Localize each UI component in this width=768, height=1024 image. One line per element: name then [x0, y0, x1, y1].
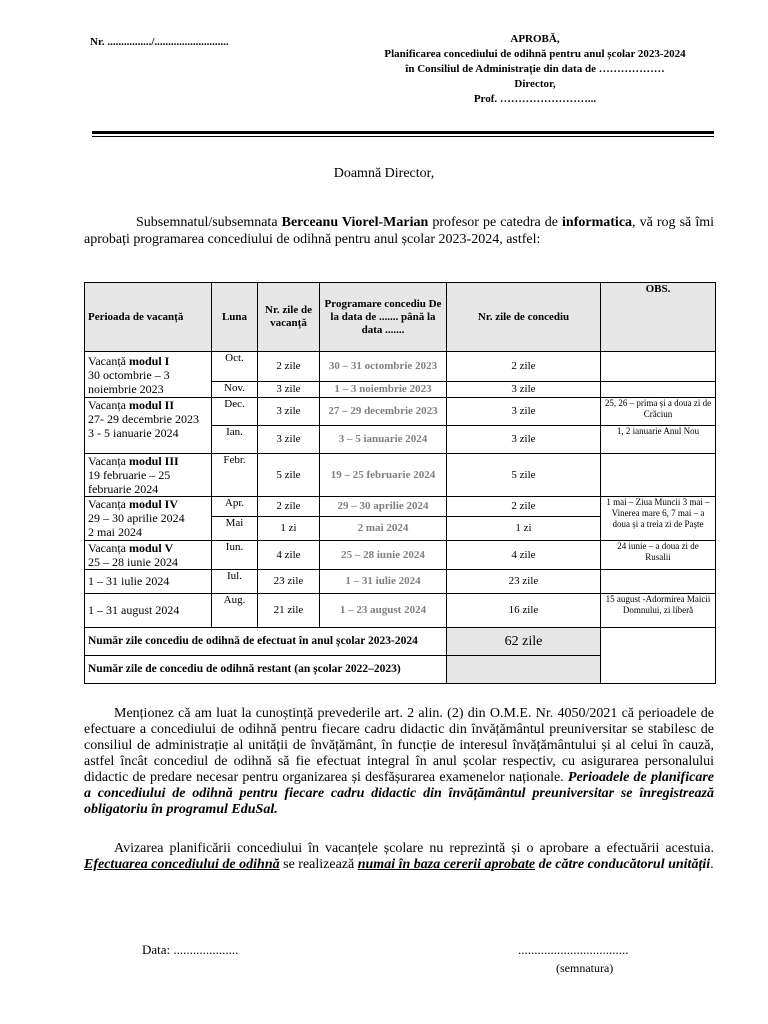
days-cell: 23 zile [258, 570, 320, 594]
period-cell [85, 454, 212, 497]
month-cell: Nov. [212, 382, 258, 398]
schedule-cell: 1 – 3 noiembrie 2023 [320, 382, 447, 398]
month-cell: Febr. [212, 454, 258, 497]
total-label: Număr zile concediu de odihnă de efectuat în anul școlar 2023-2024 [85, 628, 447, 656]
subject-name: informatica [562, 215, 633, 230]
regulation-emphasis: Perioadele de planificare a concediului de odihnă pentru fiecare cadru didactic din învățământul preuniversitar se înregistrează obligatoriu în programul EduSal. [84, 770, 714, 817]
intro-paragraph [84, 214, 714, 248]
approval-line: Planificarea concediului de odihnă pentru anul școlar 2023-2024 [384, 48, 686, 60]
salutation: Doamnă Director, [333, 166, 435, 181]
period-dates: 25 – 28 iunie 2024 [88, 555, 178, 569]
schedule-cell: 1 – 23 august 2024 [320, 594, 447, 628]
approval-prof: Prof. ……………………... [473, 93, 597, 105]
leave-cell: 3 zile [447, 398, 601, 426]
month-cell: Aug. [212, 594, 258, 628]
period-dates: 3 - 5 ianuarie 2024 [88, 426, 179, 440]
intro-mid: profesor pe catedra de [428, 215, 563, 230]
document-number: Nr. ................/........................... [90, 36, 229, 48]
header-divider-thin [92, 136, 714, 137]
period-dates: 27- 29 decembrie 2023 [88, 412, 199, 426]
teacher-name: Berceanu Viorel-Marian [281, 215, 429, 230]
header-schedule: Programare concediu De la data de ....... până la data ....... [320, 283, 447, 352]
approval-note-paragraph [84, 841, 714, 873]
days-cell: 3 zile [258, 398, 320, 426]
schedule-cell: 2 mai 2024 [320, 517, 447, 541]
regulation-paragraph [84, 706, 714, 818]
period-dates: 2 mai 2024 [88, 525, 142, 539]
header-month: Luna [212, 283, 258, 352]
header-divider-thick [92, 131, 714, 134]
obs-cell [601, 352, 716, 382]
leave-cell: 5 zile [447, 454, 601, 497]
month-cell: Iun. [212, 541, 258, 570]
restant-value [447, 656, 601, 684]
obs-cell [601, 570, 716, 594]
period-cell [85, 541, 212, 570]
days-cell: 5 zile [258, 454, 320, 497]
leave-cell: 2 zile [447, 352, 601, 382]
period-prefix: Vacanță [88, 353, 129, 368]
header-days-leave: Nr. zile de concediu [447, 283, 601, 352]
month-cell: Mai [212, 517, 258, 541]
obs-cell: 15 august -Adormirea Maicii Domnului, zi liberă [601, 594, 716, 628]
period-module: modul I [128, 353, 170, 368]
month-cell: Oct. [212, 352, 258, 382]
month-cell: Iul. [212, 570, 258, 594]
schedule-cell: 27 – 29 decembrie 2023 [320, 398, 447, 426]
schedule-cell: 1 – 31 iulie 2024 [320, 570, 447, 594]
obs-cell: 25, 26 – prima și a doua zi de Crăciun [601, 398, 716, 426]
intro-rest: , vă rog să îmi aprobați programarea concediului de odihnă pentru anul școlar 2023-2024, astfel: [84, 215, 714, 247]
period-dates: 30 octombrie – 3 noiembrie 2023 [88, 367, 170, 396]
leave-cell: 4 zile [447, 541, 601, 570]
obs-cell: 1, 2 ianuarie Anul Nou [601, 426, 716, 454]
total-value: 62 zile [447, 628, 601, 656]
period-cell [85, 398, 212, 454]
days-cell: 2 zile [258, 352, 320, 382]
header-days-vacation: Nr. zile de vacanță [258, 283, 320, 352]
note-dot: . [710, 857, 714, 872]
days-cell: 21 zile [258, 594, 320, 628]
intro-prefix: Subsemnatul/subsemnata [136, 215, 282, 230]
schedule-cell: 3 – 5 ianuarie 2024 [320, 426, 447, 454]
header-obs: OBS. [601, 283, 716, 352]
table-row [85, 454, 716, 497]
note-emphasis-1: Efectuarea concediului de odihnă [84, 857, 280, 872]
signature-label: (semnatura) [556, 961, 614, 975]
table-row [85, 541, 716, 570]
period-cell [85, 352, 212, 398]
approval-line: în Consiliul de Administrație din data de ……………… [405, 63, 665, 75]
table-row [85, 570, 716, 594]
leave-cell: 2 zile [447, 497, 601, 517]
approval-title: APROBĂ, [510, 33, 560, 45]
period-prefix: Vacanța [88, 497, 129, 511]
restant-label: Număr zile de concediu de odihnă restant (an școlar 2022–2023) [85, 656, 447, 684]
obs-cell: 1 mai – Ziua Muncii 3 mai – Vinerea mare 6, 7 mai – a doua și a treia zi de Paște [601, 497, 716, 541]
period-cell [85, 497, 212, 541]
period-prefix: Vacanța [88, 454, 129, 468]
month-cell: Apr. [212, 497, 258, 517]
days-cell: 3 zile [258, 382, 320, 398]
note-end: de către conducătorul unității [535, 857, 711, 872]
days-cell: 1 zi [258, 517, 320, 541]
days-cell: 3 zile [258, 426, 320, 454]
table-row [85, 594, 716, 628]
period-module: modul II [128, 398, 175, 412]
approval-director: Director, [514, 78, 556, 90]
table-row [85, 352, 716, 382]
period-dates: 19 februarie – 25 februarie 2024 [88, 468, 171, 496]
period-cell: 1 – 31 iulie 2024 [85, 570, 212, 594]
period-module: modul V [128, 541, 174, 555]
leave-cell: 1 zi [447, 517, 601, 541]
obs-cell [601, 454, 716, 497]
approval-block [300, 32, 768, 107]
table-row [85, 398, 716, 426]
total-row [85, 628, 716, 656]
obs-cell: 24 iunie – a doua zi de Rusalii [601, 541, 716, 570]
note-emphasis-2: numai în baza cererii aprobate [357, 857, 536, 872]
leave-cell: 23 zile [447, 570, 601, 594]
schedule-cell: 19 – 25 februarie 2024 [320, 454, 447, 497]
leave-cell: 3 zile [447, 426, 601, 454]
date-field: Data: .................... [142, 942, 239, 957]
leave-cell: 16 zile [447, 594, 601, 628]
month-cell: Ian. [212, 426, 258, 454]
leave-cell: 3 zile [447, 382, 601, 398]
regulation-text: Menționez că am luat la cunoștință prevederile art. 2 alin. (2) din O.M.E. Nr. 4050/2021 că perioadele de efectuare a concediului de odihnă pentru fiecare cadru didactic din învățământul preuniversitar se stabilesc de consiliul de administrație al unității de învățământ, în funcție de interesul învățământului și al celui în cauză, astfel încât concediul de odihnă să fie efectuat integral în anul școlar respectiv, cu asigurarea personalului didactic de predare necesar pentru organizarea și desfășurarea examenelor naționale. [84, 706, 714, 785]
days-cell: 2 zile [258, 497, 320, 517]
days-cell: 4 zile [258, 541, 320, 570]
signature-line: .................................. [518, 942, 629, 957]
period-module: modul III [128, 454, 179, 468]
period-cell: 1 – 31 august 2024 [85, 594, 212, 628]
month-cell: Dec. [212, 398, 258, 426]
schedule-cell: 29 – 30 aprilie 2024 [320, 497, 447, 517]
note-text: Avizarea planificării concediului în vacanțele școlare nu reprezintă și o aprobare a efectuării acestuia. [114, 841, 714, 856]
period-module: modul IV [128, 497, 178, 511]
table-header-row [85, 283, 716, 352]
note-mid: se realizează [279, 857, 358, 872]
obs-cell [601, 382, 716, 398]
header-period: Perioada de vacanță [85, 283, 212, 352]
vacation-table [84, 282, 716, 684]
schedule-cell: 30 – 31 octombrie 2023 [320, 352, 447, 382]
period-prefix: Vacanța [88, 398, 129, 412]
obs-cell [601, 628, 716, 684]
table-row [85, 497, 716, 517]
period-prefix: Vacanța [88, 541, 129, 555]
period-dates: 29 – 30 aprilie 2024 [88, 511, 185, 525]
schedule-cell: 25 – 28 iunie 2024 [320, 541, 447, 570]
